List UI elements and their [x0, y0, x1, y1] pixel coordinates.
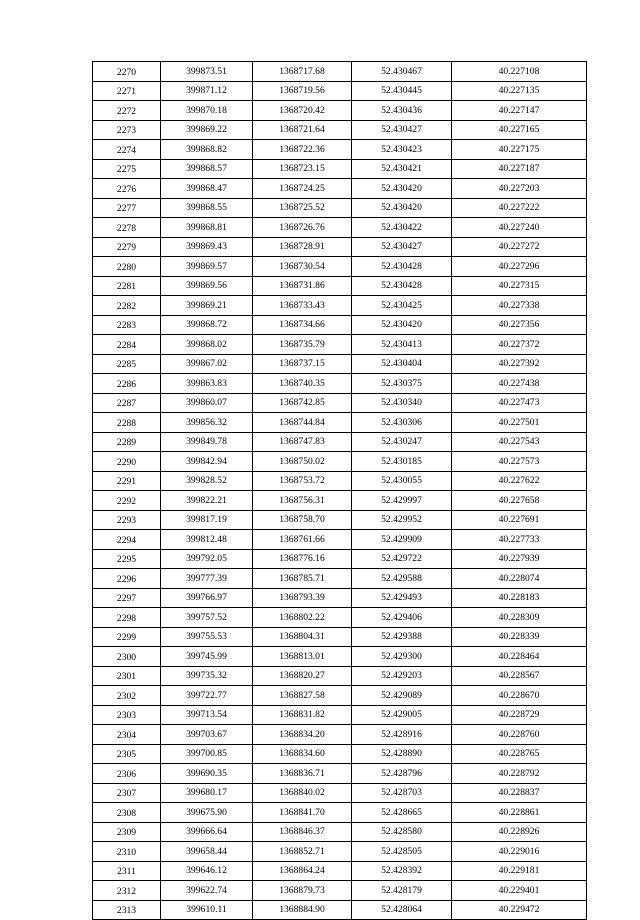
cell-x-coordinate: 399867.02 [161, 354, 253, 374]
cell-y-coordinate: 1368720.42 [253, 101, 352, 121]
cell-longitude: 40.227315 [452, 276, 587, 296]
cell-y-coordinate: 1368756.31 [253, 491, 352, 511]
cell-point-number: 2301 [93, 666, 161, 686]
cell-x-coordinate: 399777.39 [161, 569, 253, 589]
cell-y-coordinate: 1368722.36 [253, 140, 352, 160]
cell-latitude: 52.430340 [352, 393, 452, 413]
table-row [93, 686, 587, 706]
cell-point-number: 2299 [93, 627, 161, 647]
cell-point-number: 2308 [93, 803, 161, 823]
cell-longitude: 40.227338 [452, 296, 587, 316]
cell-y-coordinate: 1368758.70 [253, 510, 352, 530]
cell-longitude: 40.229472 [452, 900, 587, 920]
cell-longitude: 40.228792 [452, 764, 587, 784]
cell-x-coordinate: 399792.05 [161, 549, 253, 569]
cell-x-coordinate: 399869.21 [161, 296, 253, 316]
cell-latitude: 52.430428 [352, 276, 452, 296]
cell-y-coordinate: 1368840.02 [253, 783, 352, 803]
cell-y-coordinate: 1368730.54 [253, 257, 352, 277]
cell-x-coordinate: 399622.74 [161, 881, 253, 901]
cell-y-coordinate: 1368793.39 [253, 588, 352, 608]
cell-point-number: 2302 [93, 686, 161, 706]
cell-x-coordinate: 399870.18 [161, 101, 253, 121]
cell-point-number: 2292 [93, 491, 161, 511]
cell-point-number: 2307 [93, 783, 161, 803]
cell-longitude: 40.228729 [452, 705, 587, 725]
cell-longitude: 40.227733 [452, 530, 587, 550]
coordinates-table-body [93, 62, 587, 920]
cell-y-coordinate: 1368834.60 [253, 744, 352, 764]
cell-y-coordinate: 1368725.52 [253, 198, 352, 218]
cell-latitude: 52.428392 [352, 861, 452, 881]
table-row [93, 159, 587, 179]
cell-point-number: 2296 [93, 569, 161, 589]
cell-point-number: 2274 [93, 140, 161, 160]
cell-latitude: 52.430422 [352, 218, 452, 238]
cell-point-number: 2285 [93, 354, 161, 374]
table-row [93, 198, 587, 218]
cell-longitude: 40.227175 [452, 140, 587, 160]
table-row [93, 608, 587, 628]
table-row [93, 530, 587, 550]
table-row [93, 471, 587, 491]
cell-x-coordinate: 399869.57 [161, 257, 253, 277]
cell-latitude: 52.429300 [352, 647, 452, 667]
cell-longitude: 40.227147 [452, 101, 587, 121]
cell-longitude: 40.227372 [452, 335, 587, 355]
cell-x-coordinate: 399666.64 [161, 822, 253, 842]
table-row [93, 822, 587, 842]
cell-y-coordinate: 1368750.02 [253, 452, 352, 472]
cell-longitude: 40.227543 [452, 432, 587, 452]
cell-latitude: 52.428916 [352, 725, 452, 745]
table-row [93, 647, 587, 667]
table-row [93, 666, 587, 686]
cell-latitude: 52.429089 [352, 686, 452, 706]
cell-y-coordinate: 1368864.24 [253, 861, 352, 881]
cell-y-coordinate: 1368785.71 [253, 569, 352, 589]
cell-y-coordinate: 1368820.27 [253, 666, 352, 686]
cell-y-coordinate: 1368721.64 [253, 120, 352, 140]
cell-point-number: 2280 [93, 257, 161, 277]
cell-point-number: 2273 [93, 120, 161, 140]
cell-latitude: 52.430420 [352, 315, 452, 335]
cell-y-coordinate: 1368753.72 [253, 471, 352, 491]
table-row [93, 81, 587, 101]
cell-point-number: 2281 [93, 276, 161, 296]
cell-y-coordinate: 1368834.20 [253, 725, 352, 745]
cell-point-number: 2290 [93, 452, 161, 472]
cell-latitude: 52.428179 [352, 881, 452, 901]
cell-x-coordinate: 399873.51 [161, 62, 253, 82]
cell-x-coordinate: 399868.82 [161, 140, 253, 160]
cell-point-number: 2284 [93, 335, 161, 355]
cell-x-coordinate: 399757.52 [161, 608, 253, 628]
table-row [93, 569, 587, 589]
cell-latitude: 52.429952 [352, 510, 452, 530]
cell-y-coordinate: 1368719.56 [253, 81, 352, 101]
cell-y-coordinate: 1368733.43 [253, 296, 352, 316]
cell-point-number: 2309 [93, 822, 161, 842]
cell-y-coordinate: 1368744.84 [253, 413, 352, 433]
cell-latitude: 52.430413 [352, 335, 452, 355]
cell-point-number: 2278 [93, 218, 161, 238]
cell-x-coordinate: 399868.57 [161, 159, 253, 179]
cell-x-coordinate: 399610.11 [161, 900, 253, 920]
table-row [93, 861, 587, 881]
table-row [93, 881, 587, 901]
cell-y-coordinate: 1368735.79 [253, 335, 352, 355]
table-row [93, 491, 587, 511]
cell-longitude: 40.228309 [452, 608, 587, 628]
cell-longitude: 40.228074 [452, 569, 587, 589]
cell-point-number: 2304 [93, 725, 161, 745]
cell-latitude: 52.428890 [352, 744, 452, 764]
cell-longitude: 40.228760 [452, 725, 587, 745]
cell-longitude: 40.227658 [452, 491, 587, 511]
cell-x-coordinate: 399713.54 [161, 705, 253, 725]
cell-longitude: 40.227939 [452, 549, 587, 569]
table-row [93, 803, 587, 823]
cell-point-number: 2306 [93, 764, 161, 784]
cell-x-coordinate: 399828.52 [161, 471, 253, 491]
cell-longitude: 40.227392 [452, 354, 587, 374]
cell-longitude: 40.228183 [452, 588, 587, 608]
cell-x-coordinate: 399817.19 [161, 510, 253, 530]
cell-point-number: 2288 [93, 413, 161, 433]
cell-y-coordinate: 1368726.76 [253, 218, 352, 238]
cell-x-coordinate: 399680.17 [161, 783, 253, 803]
cell-x-coordinate: 399849.78 [161, 432, 253, 452]
cell-y-coordinate: 1368728.91 [253, 237, 352, 257]
cell-latitude: 52.428796 [352, 764, 452, 784]
table-row [93, 335, 587, 355]
cell-point-number: 2313 [93, 900, 161, 920]
cell-y-coordinate: 1368827.58 [253, 686, 352, 706]
cell-latitude: 52.430436 [352, 101, 452, 121]
cell-x-coordinate: 399842.94 [161, 452, 253, 472]
table-row [93, 783, 587, 803]
table-row [93, 315, 587, 335]
cell-point-number: 2295 [93, 549, 161, 569]
cell-latitude: 52.430420 [352, 179, 452, 199]
table-row [93, 900, 587, 920]
cell-x-coordinate: 399766.97 [161, 588, 253, 608]
cell-longitude: 40.229181 [452, 861, 587, 881]
cell-y-coordinate: 1368841.70 [253, 803, 352, 823]
cell-latitude: 52.430375 [352, 374, 452, 394]
cell-longitude: 40.227187 [452, 159, 587, 179]
table-row [93, 627, 587, 647]
cell-longitude: 40.228861 [452, 803, 587, 823]
cell-x-coordinate: 399868.47 [161, 179, 253, 199]
cell-latitude: 52.430427 [352, 237, 452, 257]
cell-latitude: 52.429406 [352, 608, 452, 628]
cell-x-coordinate: 399868.81 [161, 218, 253, 238]
cell-latitude: 52.428064 [352, 900, 452, 920]
table-row [93, 140, 587, 160]
cell-point-number: 2272 [93, 101, 161, 121]
cell-latitude: 52.430055 [352, 471, 452, 491]
cell-x-coordinate: 399700.85 [161, 744, 253, 764]
cell-latitude: 52.428703 [352, 783, 452, 803]
cell-latitude: 52.429997 [352, 491, 452, 511]
cell-x-coordinate: 399735.32 [161, 666, 253, 686]
cell-y-coordinate: 1368731.86 [253, 276, 352, 296]
table-row [93, 257, 587, 277]
cell-longitude: 40.227135 [452, 81, 587, 101]
cell-point-number: 2286 [93, 374, 161, 394]
cell-y-coordinate: 1368734.66 [253, 315, 352, 335]
cell-longitude: 40.229016 [452, 842, 587, 862]
cell-point-number: 2277 [93, 198, 161, 218]
table-row [93, 452, 587, 472]
cell-x-coordinate: 399860.07 [161, 393, 253, 413]
cell-y-coordinate: 1368836.71 [253, 764, 352, 784]
cell-latitude: 52.430445 [352, 81, 452, 101]
cell-point-number: 2297 [93, 588, 161, 608]
cell-x-coordinate: 399690.35 [161, 764, 253, 784]
cell-latitude: 52.430423 [352, 140, 452, 160]
cell-x-coordinate: 399863.83 [161, 374, 253, 394]
cell-longitude: 40.227356 [452, 315, 587, 335]
cell-latitude: 52.430185 [352, 452, 452, 472]
table-row [93, 354, 587, 374]
table-row [93, 218, 587, 238]
cell-x-coordinate: 399755.53 [161, 627, 253, 647]
cell-latitude: 52.429388 [352, 627, 452, 647]
cell-latitude: 52.430247 [352, 432, 452, 452]
cell-latitude: 52.430421 [352, 159, 452, 179]
cell-y-coordinate: 1368742.85 [253, 393, 352, 413]
cell-y-coordinate: 1368813.01 [253, 647, 352, 667]
cell-point-number: 2310 [93, 842, 161, 862]
cell-point-number: 2282 [93, 296, 161, 316]
cell-latitude: 52.430428 [352, 257, 452, 277]
cell-y-coordinate: 1368737.15 [253, 354, 352, 374]
cell-x-coordinate: 399869.22 [161, 120, 253, 140]
cell-latitude: 52.428580 [352, 822, 452, 842]
cell-longitude: 40.227222 [452, 198, 587, 218]
cell-x-coordinate: 399868.55 [161, 198, 253, 218]
cell-latitude: 52.428505 [352, 842, 452, 862]
cell-longitude: 40.227438 [452, 374, 587, 394]
table-row [93, 276, 587, 296]
cell-x-coordinate: 399745.99 [161, 647, 253, 667]
table-row [93, 432, 587, 452]
cell-y-coordinate: 1368804.31 [253, 627, 352, 647]
cell-latitude: 52.429722 [352, 549, 452, 569]
cell-latitude: 52.430306 [352, 413, 452, 433]
cell-point-number: 2289 [93, 432, 161, 452]
cell-x-coordinate: 399868.72 [161, 315, 253, 335]
table-row [93, 705, 587, 725]
cell-longitude: 40.227501 [452, 413, 587, 433]
cell-point-number: 2276 [93, 179, 161, 199]
cell-longitude: 40.227165 [452, 120, 587, 140]
cell-point-number: 2275 [93, 159, 161, 179]
cell-longitude: 40.227573 [452, 452, 587, 472]
cell-x-coordinate: 399868.02 [161, 335, 253, 355]
table-row [93, 120, 587, 140]
cell-longitude: 40.227473 [452, 393, 587, 413]
cell-y-coordinate: 1368802.22 [253, 608, 352, 628]
cell-longitude: 40.228567 [452, 666, 587, 686]
cell-longitude: 40.228670 [452, 686, 587, 706]
cell-x-coordinate: 399722.77 [161, 686, 253, 706]
table-row [93, 842, 587, 862]
cell-longitude: 40.227108 [452, 62, 587, 82]
table-row [93, 744, 587, 764]
cell-latitude: 52.430425 [352, 296, 452, 316]
cell-point-number: 2305 [93, 744, 161, 764]
cell-point-number: 2287 [93, 393, 161, 413]
cell-latitude: 52.429909 [352, 530, 452, 550]
cell-x-coordinate: 399646.12 [161, 861, 253, 881]
table-row [93, 296, 587, 316]
cell-longitude: 40.228464 [452, 647, 587, 667]
cell-latitude: 52.429588 [352, 569, 452, 589]
cell-y-coordinate: 1368740.35 [253, 374, 352, 394]
cell-latitude: 52.428665 [352, 803, 452, 823]
cell-x-coordinate: 399869.56 [161, 276, 253, 296]
cell-point-number: 2303 [93, 705, 161, 725]
cell-x-coordinate: 399869.43 [161, 237, 253, 257]
table-row [93, 413, 587, 433]
cell-latitude: 52.430467 [352, 62, 452, 82]
cell-longitude: 40.227240 [452, 218, 587, 238]
cell-longitude: 40.227691 [452, 510, 587, 530]
cell-y-coordinate: 1368747.83 [253, 432, 352, 452]
cell-point-number: 2312 [93, 881, 161, 901]
cell-x-coordinate: 399675.90 [161, 803, 253, 823]
cell-latitude: 52.429493 [352, 588, 452, 608]
cell-x-coordinate: 399812.48 [161, 530, 253, 550]
cell-y-coordinate: 1368761.66 [253, 530, 352, 550]
table-row [93, 549, 587, 569]
coordinates-table [92, 61, 587, 920]
table-row [93, 179, 587, 199]
cell-point-number: 2311 [93, 861, 161, 881]
cell-longitude: 40.228765 [452, 744, 587, 764]
cell-x-coordinate: 399856.32 [161, 413, 253, 433]
cell-x-coordinate: 399703.67 [161, 725, 253, 745]
table-row [93, 588, 587, 608]
table-row [93, 62, 587, 82]
cell-longitude: 40.229401 [452, 881, 587, 901]
cell-y-coordinate: 1368776.16 [253, 549, 352, 569]
cell-y-coordinate: 1368717.68 [253, 62, 352, 82]
table-row [93, 101, 587, 121]
cell-y-coordinate: 1368831.82 [253, 705, 352, 725]
cell-point-number: 2270 [93, 62, 161, 82]
cell-longitude: 40.227296 [452, 257, 587, 277]
cell-longitude: 40.227622 [452, 471, 587, 491]
cell-longitude: 40.227203 [452, 179, 587, 199]
cell-y-coordinate: 1368724.25 [253, 179, 352, 199]
table-row [93, 393, 587, 413]
cell-x-coordinate: 399822.21 [161, 491, 253, 511]
cell-longitude: 40.228339 [452, 627, 587, 647]
table-row [93, 374, 587, 394]
cell-latitude: 52.429005 [352, 705, 452, 725]
cell-y-coordinate: 1368879.73 [253, 881, 352, 901]
cell-point-number: 2279 [93, 237, 161, 257]
cell-point-number: 2300 [93, 647, 161, 667]
cell-point-number: 2291 [93, 471, 161, 491]
cell-latitude: 52.430427 [352, 120, 452, 140]
cell-point-number: 2294 [93, 530, 161, 550]
cell-longitude: 40.227272 [452, 237, 587, 257]
cell-longitude: 40.228837 [452, 783, 587, 803]
cell-x-coordinate: 399871.12 [161, 81, 253, 101]
table-row [93, 764, 587, 784]
cell-latitude: 52.430420 [352, 198, 452, 218]
cell-point-number: 2298 [93, 608, 161, 628]
table-row [93, 510, 587, 530]
cell-latitude: 52.429203 [352, 666, 452, 686]
table-row [93, 725, 587, 745]
cell-x-coordinate: 399658.44 [161, 842, 253, 862]
cell-point-number: 2271 [93, 81, 161, 101]
cell-latitude: 52.430404 [352, 354, 452, 374]
cell-longitude: 40.228926 [452, 822, 587, 842]
table-row [93, 237, 587, 257]
cell-y-coordinate: 1368884.90 [253, 900, 352, 920]
cell-point-number: 2283 [93, 315, 161, 335]
cell-y-coordinate: 1368846.37 [253, 822, 352, 842]
cell-y-coordinate: 1368723.15 [253, 159, 352, 179]
cell-point-number: 2293 [93, 510, 161, 530]
cell-y-coordinate: 1368852.71 [253, 842, 352, 862]
